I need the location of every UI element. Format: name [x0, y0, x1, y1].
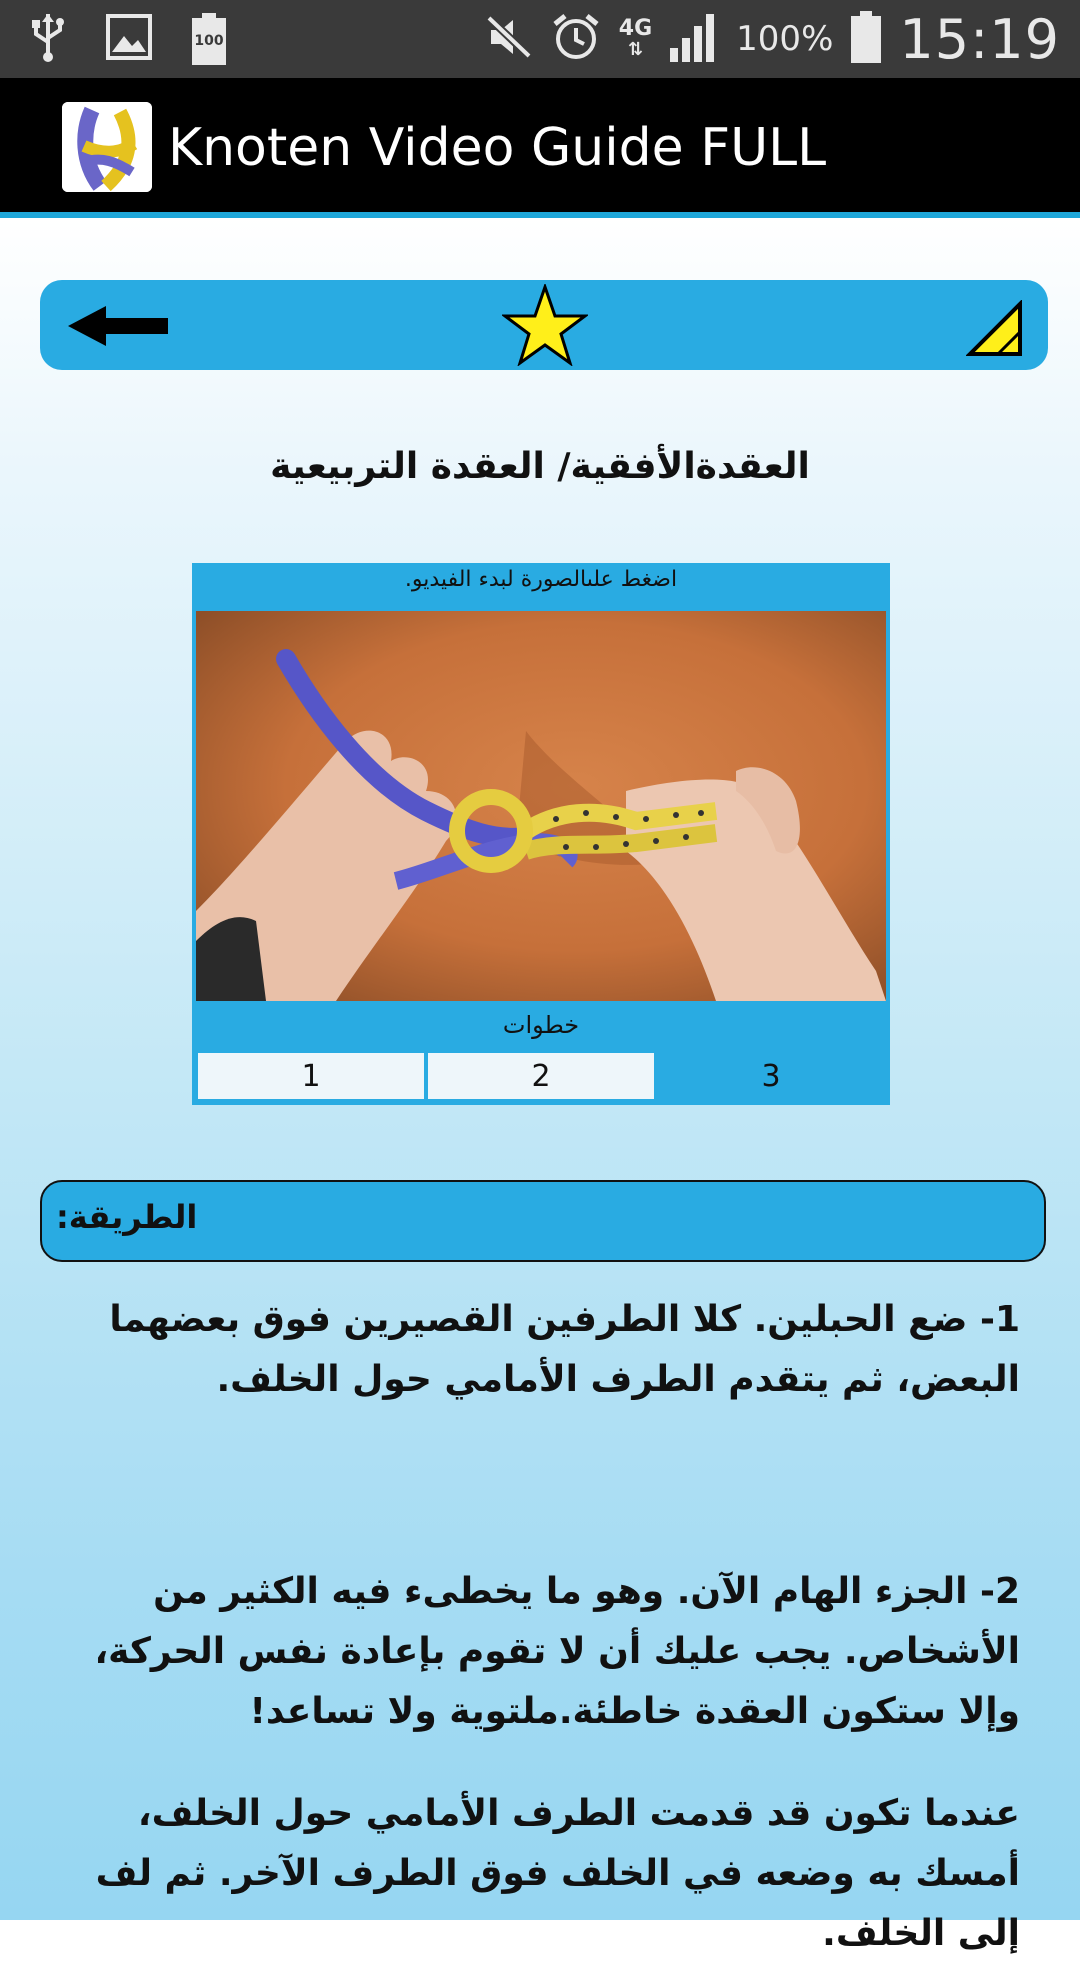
app-bar: [0, 78, 1080, 218]
step-3-button[interactable]: 3: [658, 1053, 884, 1099]
difficulty-triangle-icon: [966, 300, 1024, 358]
app-logo-icon[interactable]: [62, 102, 152, 192]
step-2-button[interactable]: 2: [428, 1053, 654, 1099]
battery-icon: [851, 11, 881, 67]
battery-small-label: 100: [194, 33, 224, 49]
clock: 15:19: [899, 7, 1060, 71]
difficulty-button[interactable]: [966, 300, 1024, 358]
favorite-button[interactable]: [502, 284, 588, 366]
step-selector: [198, 1053, 884, 1099]
app-title: Knoten Video Guide FULL: [168, 118, 827, 178]
step-1-button[interactable]: 1: [198, 1053, 424, 1099]
content-area: [0, 218, 1080, 1954]
knot-title: العقدةالأفقية/ العقدة التربيعية: [270, 446, 810, 487]
video-caption: اضغط علىالصورة لبدء الفيديو.: [404, 567, 678, 592]
star-icon: [502, 284, 588, 366]
instruction-step-3: عندما تكون قد قدمت الطرف الأمامي حول الخلف، أمسك به وضعه في الخلف فوق الطرف الآخر. ثم لف إلى الخلف.: [95, 1793, 1020, 1954]
system-icons: [485, 0, 1060, 78]
battery-status-icon: [192, 13, 226, 65]
signal-icon: [670, 12, 718, 66]
status-bar: [0, 0, 1080, 78]
video-panel: [192, 563, 890, 1105]
back-arrow-icon: [66, 304, 170, 348]
battery-percent: 100%: [736, 19, 834, 59]
image-icon: [106, 14, 152, 64]
instruction-step-2: 2- الجزء الهام الآن. وهو ما يخطىء فيه الكثير من الأشخاص. يجب عليك أن لا تقوم بإعادة نفس الحركة، وإلا ستكون العقدة خاطئة.ملتوية ولا تساعد!: [94, 1571, 1020, 1732]
nav-toolbar: [40, 280, 1048, 370]
notification-icons: [30, 10, 226, 68]
method-label: الطريقة:: [56, 1198, 198, 1236]
network-type-label: 4G ⇅: [618, 15, 653, 60]
method-header: [40, 1180, 1046, 1262]
data-arrows-icon: ⇅: [627, 38, 644, 60]
back-button[interactable]: [66, 304, 170, 348]
steps-label: خطوات: [502, 1011, 580, 1039]
video-thumbnail[interactable]: [196, 611, 886, 1001]
usb-icon: [30, 12, 66, 66]
knot-video-image: [196, 611, 886, 1001]
instruction-step-1: 1- ضع الحبلين. كلا الطرفين القصيرين فوق بعضهما البعض، ثم يتقدم الطرف الأمامي حول الخلف.: [109, 1299, 1020, 1400]
mute-icon: [485, 14, 533, 64]
alarm-icon: [551, 12, 601, 66]
